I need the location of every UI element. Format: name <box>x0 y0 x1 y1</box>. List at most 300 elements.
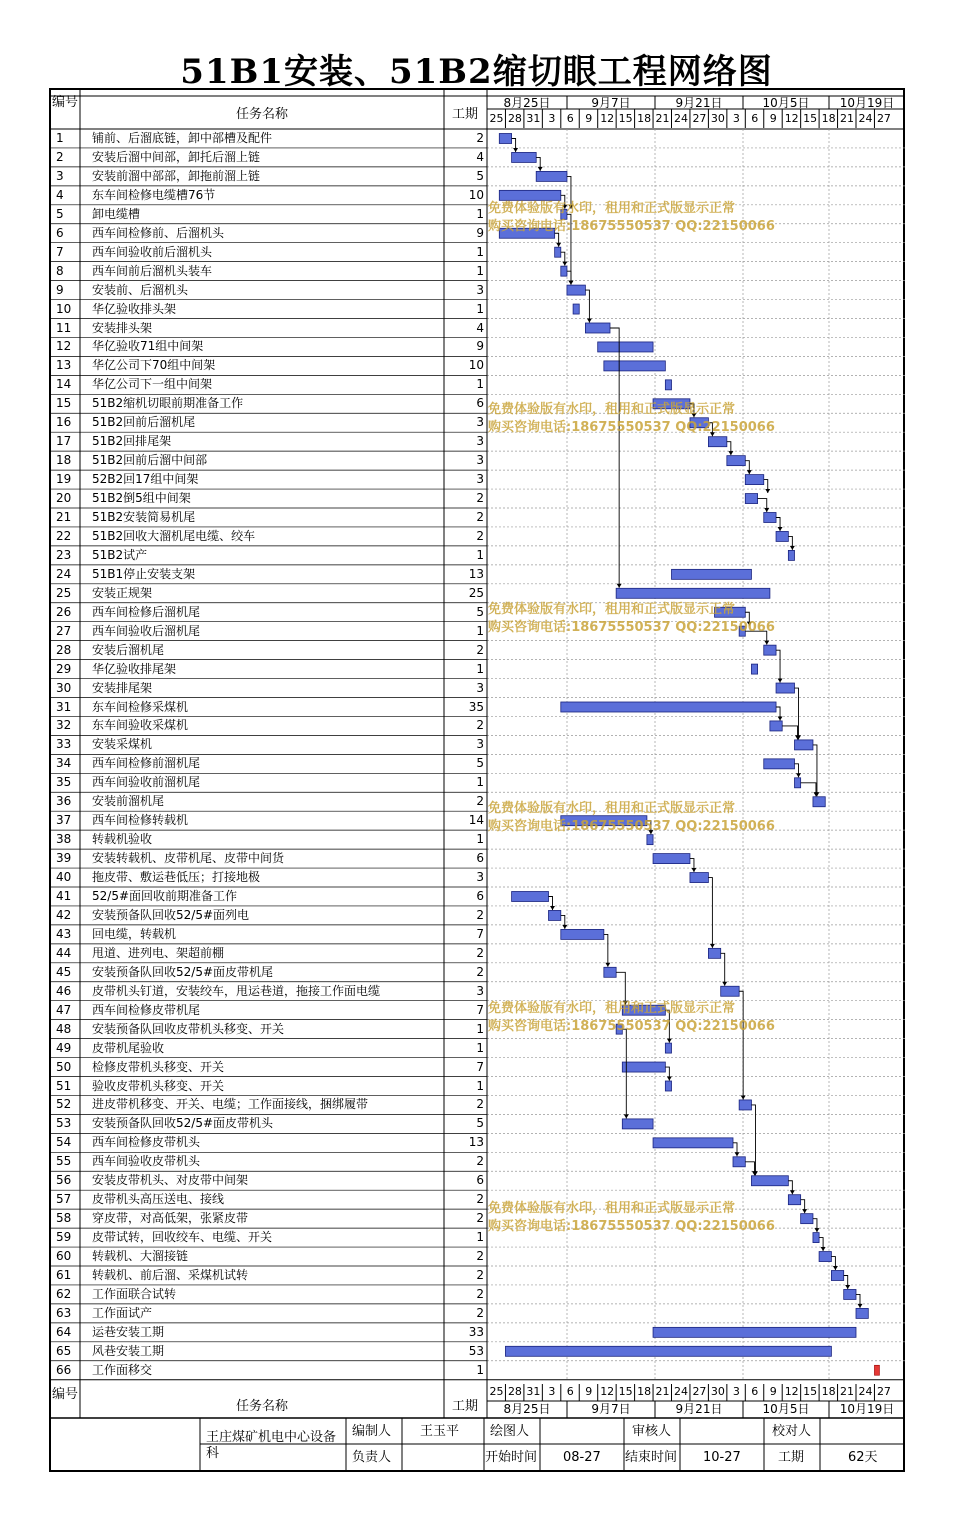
reviewer-label: 审核人 <box>632 1424 672 1439</box>
day-tick-label: 18 <box>821 1385 836 1398</box>
day-tick-label: 27 <box>876 1385 891 1398</box>
task-name: 转载机、前后溜、采煤机试转 <box>92 1268 249 1282</box>
task-name: 拖皮带、敷运巷低压；打接地极 <box>92 870 261 885</box>
checker-label: 校对人 <box>772 1424 812 1439</box>
task-duration: 1 <box>476 1230 484 1245</box>
day-tick-label: 30 <box>710 1385 725 1398</box>
task-number: 55 <box>56 1154 72 1169</box>
task-duration: 2 <box>476 794 484 809</box>
task-number: 64 <box>56 1324 72 1339</box>
task-duration: 1 <box>476 547 484 562</box>
footer-header-duration: 工期 <box>451 1399 478 1414</box>
task-duration: 5 <box>476 604 484 619</box>
task-name: 51B2安装简易机尾 <box>92 510 196 524</box>
task-bar <box>764 645 776 655</box>
day-tick-label: 21 <box>840 1385 855 1398</box>
task-number: 18 <box>56 453 72 468</box>
task-bar <box>573 304 579 314</box>
task-name: 西车间验收前后溜机头 <box>92 244 213 259</box>
watermark-line-1: 免费体验版有水印，租用和正式版显示正常 <box>488 602 736 617</box>
arrow-head <box>691 868 696 872</box>
task-bar <box>622 1119 653 1129</box>
duration-label: 工期 <box>778 1450 805 1465</box>
task-bar <box>813 797 825 807</box>
task-bar <box>561 266 567 276</box>
task-duration: 2 <box>476 1211 484 1226</box>
day-tick-label: 15 <box>803 1385 818 1398</box>
task-number: 20 <box>56 491 72 506</box>
task-bar <box>745 494 757 504</box>
task-duration: 2 <box>476 1268 484 1282</box>
day-tick-label: 3 <box>732 1385 740 1398</box>
watermark-line-2: 购买咨询电话:18675550537 QQ:22150066 <box>488 620 775 635</box>
task-number: 3 <box>56 168 64 183</box>
dependency-arrow <box>745 1162 754 1175</box>
task-bar <box>831 1271 843 1281</box>
task-name: 51B2试产 <box>92 547 148 562</box>
task-bar <box>770 721 782 731</box>
arrow-head <box>513 148 518 152</box>
task-number: 43 <box>56 926 72 941</box>
task-name: 皮带机尾验收 <box>92 1040 165 1055</box>
task-bar <box>604 967 616 977</box>
task-bar <box>788 1195 800 1205</box>
task-name: 华亿公司下一组中间架 <box>92 377 213 392</box>
task-number: 41 <box>56 889 72 903</box>
day-tick-label: 18 <box>637 112 652 125</box>
task-number: 60 <box>56 1249 72 1264</box>
task-number: 35 <box>56 775 72 790</box>
task-name: 皮带试转，回收绞车、电缆、开关 <box>92 1230 273 1245</box>
task-duration: 6 <box>476 889 484 903</box>
end-value: 10-27 <box>703 1450 741 1465</box>
task-number: 19 <box>56 472 72 487</box>
task-duration: 2 <box>476 907 484 922</box>
task-duration: 5 <box>476 168 484 183</box>
arrow-head <box>735 1152 740 1156</box>
task-duration: 3 <box>476 472 484 487</box>
task-number: 40 <box>56 870 72 885</box>
day-tick-label: 12 <box>784 1385 799 1398</box>
task-duration: 9 <box>476 339 484 354</box>
task-duration: 5 <box>476 756 484 771</box>
org-name: 王庄煤矿机电中心设备科 <box>206 1430 337 1461</box>
task-number: 38 <box>56 832 72 847</box>
task-bar <box>764 513 776 523</box>
task-duration: 7 <box>476 1002 484 1017</box>
arrow-head <box>814 1228 819 1232</box>
task-duration: 14 <box>468 813 484 828</box>
task-bar <box>505 1346 831 1356</box>
day-tick-label: 28 <box>507 112 522 125</box>
arrow-head <box>765 489 770 493</box>
dependency-arrow <box>801 783 816 796</box>
task-name: 风巷安装工期 <box>92 1343 165 1358</box>
task-number: 23 <box>56 547 72 562</box>
task-bar <box>567 285 585 295</box>
arrow-head <box>562 262 567 266</box>
start-label: 开始时间 <box>485 1450 538 1465</box>
dependency-arrow <box>708 878 712 948</box>
arrow-head <box>802 1209 807 1213</box>
task-bar <box>622 1062 665 1072</box>
task-number: 52 <box>56 1097 72 1112</box>
day-tick-label: 9 <box>585 1385 593 1398</box>
watermark-line-1: 免费体验版有水印，租用和正式版显示正常 <box>488 1201 736 1216</box>
task-duration: 7 <box>476 1059 484 1074</box>
arrow-head <box>778 527 783 531</box>
task-bar <box>585 323 610 333</box>
task-bar <box>598 342 653 352</box>
task-number: 47 <box>56 1002 72 1017</box>
task-number: 1 <box>56 131 64 145</box>
task-name: 东车间检修采煤机 <box>92 699 189 714</box>
arrow-head <box>722 982 727 986</box>
month-label: 8月25日 <box>503 96 551 110</box>
task-duration: 6 <box>476 1173 484 1188</box>
task-name: 西车间验收后溜机尾 <box>92 623 201 638</box>
task-duration: 2 <box>476 642 484 657</box>
task-name: 安装预备队回收52/5#面列电 <box>92 907 250 922</box>
task-number: 13 <box>56 358 72 373</box>
watermark-line-2: 购买咨询电话:18675550537 QQ:22150066 <box>488 1219 775 1234</box>
day-tick-label: 15 <box>803 112 818 125</box>
day-tick-label: 15 <box>618 1385 633 1398</box>
task-name: 安装前溜机尾 <box>92 794 165 809</box>
month-label: 9月7日 <box>591 1402 631 1416</box>
task-duration: 1 <box>476 623 484 638</box>
task-duration: 3 <box>476 983 484 998</box>
task-name: 进皮带机移变、开关、电缆；工作面接线，捆绑履带 <box>92 1097 369 1112</box>
task-number: 5 <box>56 206 64 221</box>
task-number: 65 <box>56 1343 72 1358</box>
arrow-head <box>728 451 733 455</box>
task-bar <box>647 835 653 845</box>
task-duration: 1 <box>476 377 484 392</box>
task-name: 西车间检修后溜机尾 <box>92 604 201 619</box>
compiler-label: 编制人 <box>352 1424 392 1439</box>
day-tick-label: 9 <box>769 1385 777 1398</box>
task-name: 华亿验收排头架 <box>92 301 177 316</box>
task-name: 东车间检修电缆槽76节 <box>92 187 216 202</box>
day-tick-label: 3 <box>732 112 740 125</box>
owner-label: 负责人 <box>352 1450 392 1465</box>
task-number: 66 <box>56 1362 72 1377</box>
task-duration: 1 <box>476 206 484 221</box>
task-name: 西车间前后溜机头装车 <box>92 263 213 278</box>
task-bar <box>795 778 801 788</box>
task-number: 22 <box>56 528 72 543</box>
task-bar <box>856 1308 868 1318</box>
task-duration: 53 <box>468 1343 484 1358</box>
page-title: 51B1安装、51B2缩切眼工程网络图 <box>180 52 773 92</box>
task-duration: 3 <box>476 737 484 752</box>
task-name: 安装预备队回收52/5#面皮带机尾 <box>92 964 274 979</box>
task-name: 安装后溜中间部，卸托后溜上链 <box>92 149 261 164</box>
day-tick-label: 25 <box>489 112 504 125</box>
month-label: 10月5日 <box>762 96 810 110</box>
task-number: 34 <box>56 756 72 771</box>
dependency-arrow <box>782 726 797 739</box>
task-duration: 3 <box>476 680 484 695</box>
task-number: 9 <box>56 282 64 297</box>
task-duration: 2 <box>476 131 484 145</box>
task-number: 26 <box>56 604 72 619</box>
task-name: 51B2回前后溜中间部 <box>92 453 208 468</box>
month-label: 10月19日 <box>839 1402 895 1416</box>
task-number: 31 <box>56 699 72 714</box>
day-tick-label: 24 <box>858 1385 873 1398</box>
task-name: 安装前、后溜机头 <box>92 282 189 297</box>
task-number: 25 <box>56 585 72 600</box>
month-label: 10月5日 <box>762 1402 810 1416</box>
task-name: 安装后溜机尾 <box>92 642 165 657</box>
task-number: 61 <box>56 1268 72 1282</box>
task-bar <box>616 588 770 598</box>
task-duration: 4 <box>476 149 484 164</box>
task-duration: 2 <box>476 1154 484 1169</box>
day-tick-label: 21 <box>840 112 855 125</box>
task-bar <box>708 948 720 958</box>
task-bar <box>512 152 537 162</box>
task-number: 54 <box>56 1135 72 1150</box>
arrow-head <box>821 1247 826 1251</box>
task-number: 57 <box>56 1192 72 1207</box>
task-name: 转载机、大溜接链 <box>92 1249 189 1264</box>
task-bar <box>764 759 795 769</box>
task-name: 西车间检修前、后溜机头 <box>92 225 225 240</box>
task-name: 华亿公司下70组中间架 <box>92 358 216 373</box>
month-label: 9月7日 <box>591 96 631 110</box>
dependency-arrow <box>776 650 780 682</box>
arrow-head <box>858 1304 863 1308</box>
task-duration: 2 <box>476 1286 484 1301</box>
task-name: 西车间检修前溜机尾 <box>92 756 201 771</box>
day-tick-label: 12 <box>600 112 615 125</box>
task-name: 安装前溜中部部，卸拖前溜上链 <box>92 168 261 183</box>
task-name: 安装预备队回收52/5#面皮带机头 <box>92 1116 274 1131</box>
day-tick-label: 3 <box>548 112 556 125</box>
task-bar <box>561 702 776 712</box>
task-name: 安装采煤机 <box>92 737 153 752</box>
task-bar <box>776 531 788 541</box>
day-tick-label: 27 <box>692 1385 707 1398</box>
day-tick-label: 31 <box>526 112 541 125</box>
task-number: 37 <box>56 813 72 828</box>
task-bar <box>844 1289 856 1299</box>
arrow-head <box>556 243 561 247</box>
task-duration: 1 <box>476 301 484 316</box>
task-name: 西车间检修皮带机头 <box>92 1135 201 1150</box>
task-bar <box>653 1327 856 1337</box>
task-bar <box>721 986 739 996</box>
day-tick-label: 6 <box>751 1385 759 1398</box>
compiler-value: 王玉平 <box>420 1424 460 1439</box>
task-bar <box>727 456 745 466</box>
day-tick-label: 12 <box>600 1385 615 1398</box>
task-bar <box>665 1043 671 1053</box>
task-name: 51B2缩机切眼前期准备工作 <box>92 396 244 411</box>
task-duration: 33 <box>468 1324 484 1339</box>
day-tick-label: 24 <box>858 112 873 125</box>
task-duration: 2 <box>476 510 484 524</box>
task-duration: 25 <box>468 585 484 600</box>
day-tick-label: 3 <box>548 1385 556 1398</box>
end-label: 结束时间 <box>625 1450 678 1465</box>
task-bar <box>801 1214 813 1224</box>
task-duration: 6 <box>476 396 484 411</box>
task-number: 28 <box>56 642 72 657</box>
arrow-head <box>667 1039 672 1043</box>
arrow-head <box>833 1266 838 1270</box>
header-task-name: 任务名称 <box>235 107 288 122</box>
task-bar <box>653 1138 733 1148</box>
footer-header-no: 编号 <box>52 1387 79 1402</box>
task-name: 华亿验收排尾架 <box>92 661 177 676</box>
task-number: 59 <box>56 1230 72 1245</box>
task-bar <box>733 1157 745 1167</box>
dependency-arrow <box>758 499 767 512</box>
task-duration: 10 <box>468 358 484 373</box>
task-number: 30 <box>56 680 72 695</box>
task-number: 53 <box>56 1116 72 1131</box>
task-bar <box>708 437 726 447</box>
task-name: 西车间检修皮带机尾 <box>92 1002 201 1017</box>
task-duration: 2 <box>476 1249 484 1264</box>
task-bar <box>536 171 567 181</box>
task-bar <box>665 1081 671 1091</box>
task-bar <box>672 569 752 579</box>
task-duration: 2 <box>476 1305 484 1320</box>
arrow-head <box>778 679 783 683</box>
day-tick-label: 18 <box>637 1385 652 1398</box>
day-tick-label: 6 <box>566 112 574 125</box>
task-name: 工作面移交 <box>92 1362 153 1377</box>
arrow-head <box>550 906 555 910</box>
task-bar <box>745 475 763 485</box>
task-name: 验收皮带机头移变、开关 <box>92 1078 225 1093</box>
task-duration: 2 <box>476 945 484 960</box>
task-name: 铺前、后溜底链，卸中部槽及配件 <box>92 131 273 145</box>
task-duration: 1 <box>476 661 484 676</box>
arrow-head <box>790 1190 795 1194</box>
day-tick-label: 12 <box>784 112 799 125</box>
day-tick-label: 30 <box>710 112 725 125</box>
watermark-line-1: 免费体验版有水印，租用和正式版显示正常 <box>488 402 736 417</box>
task-number: 44 <box>56 945 72 960</box>
task-number: 63 <box>56 1305 72 1320</box>
arrow-head <box>710 944 715 948</box>
task-name: 皮带机头钉道，安装绞车，甩运巷道，拖接工作面电缆 <box>92 983 381 998</box>
task-duration: 1 <box>476 1362 484 1377</box>
task-duration: 1 <box>476 775 484 790</box>
task-number: 14 <box>56 377 72 392</box>
milestone-bar <box>874 1365 879 1375</box>
watermark-line-1: 免费体验版有水印，租用和正式版显示正常 <box>488 201 736 216</box>
task-duration: 2 <box>476 964 484 979</box>
task-name: 安装正规架 <box>92 585 153 600</box>
task-duration: 4 <box>476 320 484 335</box>
dependency-arrow <box>721 953 725 985</box>
arrow-head <box>617 584 622 588</box>
task-number: 33 <box>56 737 72 752</box>
task-duration: 10 <box>468 187 484 202</box>
task-name: 华亿验收71组中间架 <box>92 339 204 354</box>
task-number: 49 <box>56 1040 72 1055</box>
day-tick-label: 25 <box>489 1385 504 1398</box>
arrow-head <box>562 925 567 929</box>
task-duration: 2 <box>476 1097 484 1112</box>
task-number: 36 <box>56 794 72 809</box>
duration-value: 62天 <box>848 1450 878 1465</box>
task-duration: 3 <box>476 415 484 430</box>
task-number: 29 <box>56 661 72 676</box>
task-duration: 13 <box>468 1135 484 1150</box>
task-bar <box>776 683 794 693</box>
task-bar <box>788 550 794 560</box>
task-duration: 35 <box>468 699 484 714</box>
day-tick-label: 28 <box>507 1385 522 1398</box>
task-bar <box>751 664 757 674</box>
task-name: 51B2回前后溜机尾 <box>92 415 196 430</box>
task-number: 27 <box>56 623 72 638</box>
task-bar <box>819 1252 831 1262</box>
day-tick-label: 9 <box>585 112 593 125</box>
arrow-head <box>568 281 573 285</box>
arrow-head <box>624 1114 629 1118</box>
arrow-head <box>605 963 610 967</box>
month-label: 9月21日 <box>675 96 723 110</box>
task-bar <box>795 740 813 750</box>
day-tick-label: 9 <box>769 112 777 125</box>
arrow-head <box>778 716 783 720</box>
task-name: 卸电缆槽 <box>92 206 141 221</box>
task-number: 39 <box>56 851 72 866</box>
task-name: 工作面联合试转 <box>92 1286 177 1301</box>
footer-header-task-name: 任务名称 <box>235 1399 288 1414</box>
task-number: 11 <box>56 320 72 335</box>
dependency-arrow <box>622 1029 626 1118</box>
task-number: 15 <box>56 396 72 411</box>
task-number: 4 <box>56 187 64 202</box>
task-bar <box>561 929 604 939</box>
day-tick-label: 27 <box>876 112 891 125</box>
task-bar <box>653 854 690 864</box>
watermark-line-2: 购买咨询电话:18675550537 QQ:22150066 <box>488 819 775 834</box>
task-name: 东车间验收采煤机 <box>92 718 189 733</box>
task-name: 西车间验收皮带机头 <box>92 1154 201 1169</box>
task-number: 42 <box>56 907 72 922</box>
arrow-head <box>790 546 795 550</box>
task-duration: 1 <box>476 263 484 278</box>
task-number: 62 <box>56 1286 72 1301</box>
task-name: 西车间检修转载机 <box>92 813 189 828</box>
task-duration: 1 <box>476 1040 484 1055</box>
day-tick-label: 24 <box>674 112 688 125</box>
task-number: 17 <box>56 434 72 449</box>
task-bar <box>555 247 561 257</box>
drawer-label: 绘图人 <box>490 1424 530 1439</box>
task-name: 回电缆，转载机 <box>92 926 177 941</box>
task-duration: 2 <box>476 1192 484 1207</box>
day-tick-label: 31 <box>526 1385 541 1398</box>
task-name: 安装皮带机头、对皮带中间架 <box>92 1173 249 1188</box>
header-duration: 工期 <box>451 107 478 122</box>
task-name: 安装排尾架 <box>92 680 153 695</box>
task-name: 52/5#面回收前期准备工作 <box>92 889 238 903</box>
dependency-arrow <box>739 991 743 1099</box>
task-duration: 3 <box>476 870 484 885</box>
